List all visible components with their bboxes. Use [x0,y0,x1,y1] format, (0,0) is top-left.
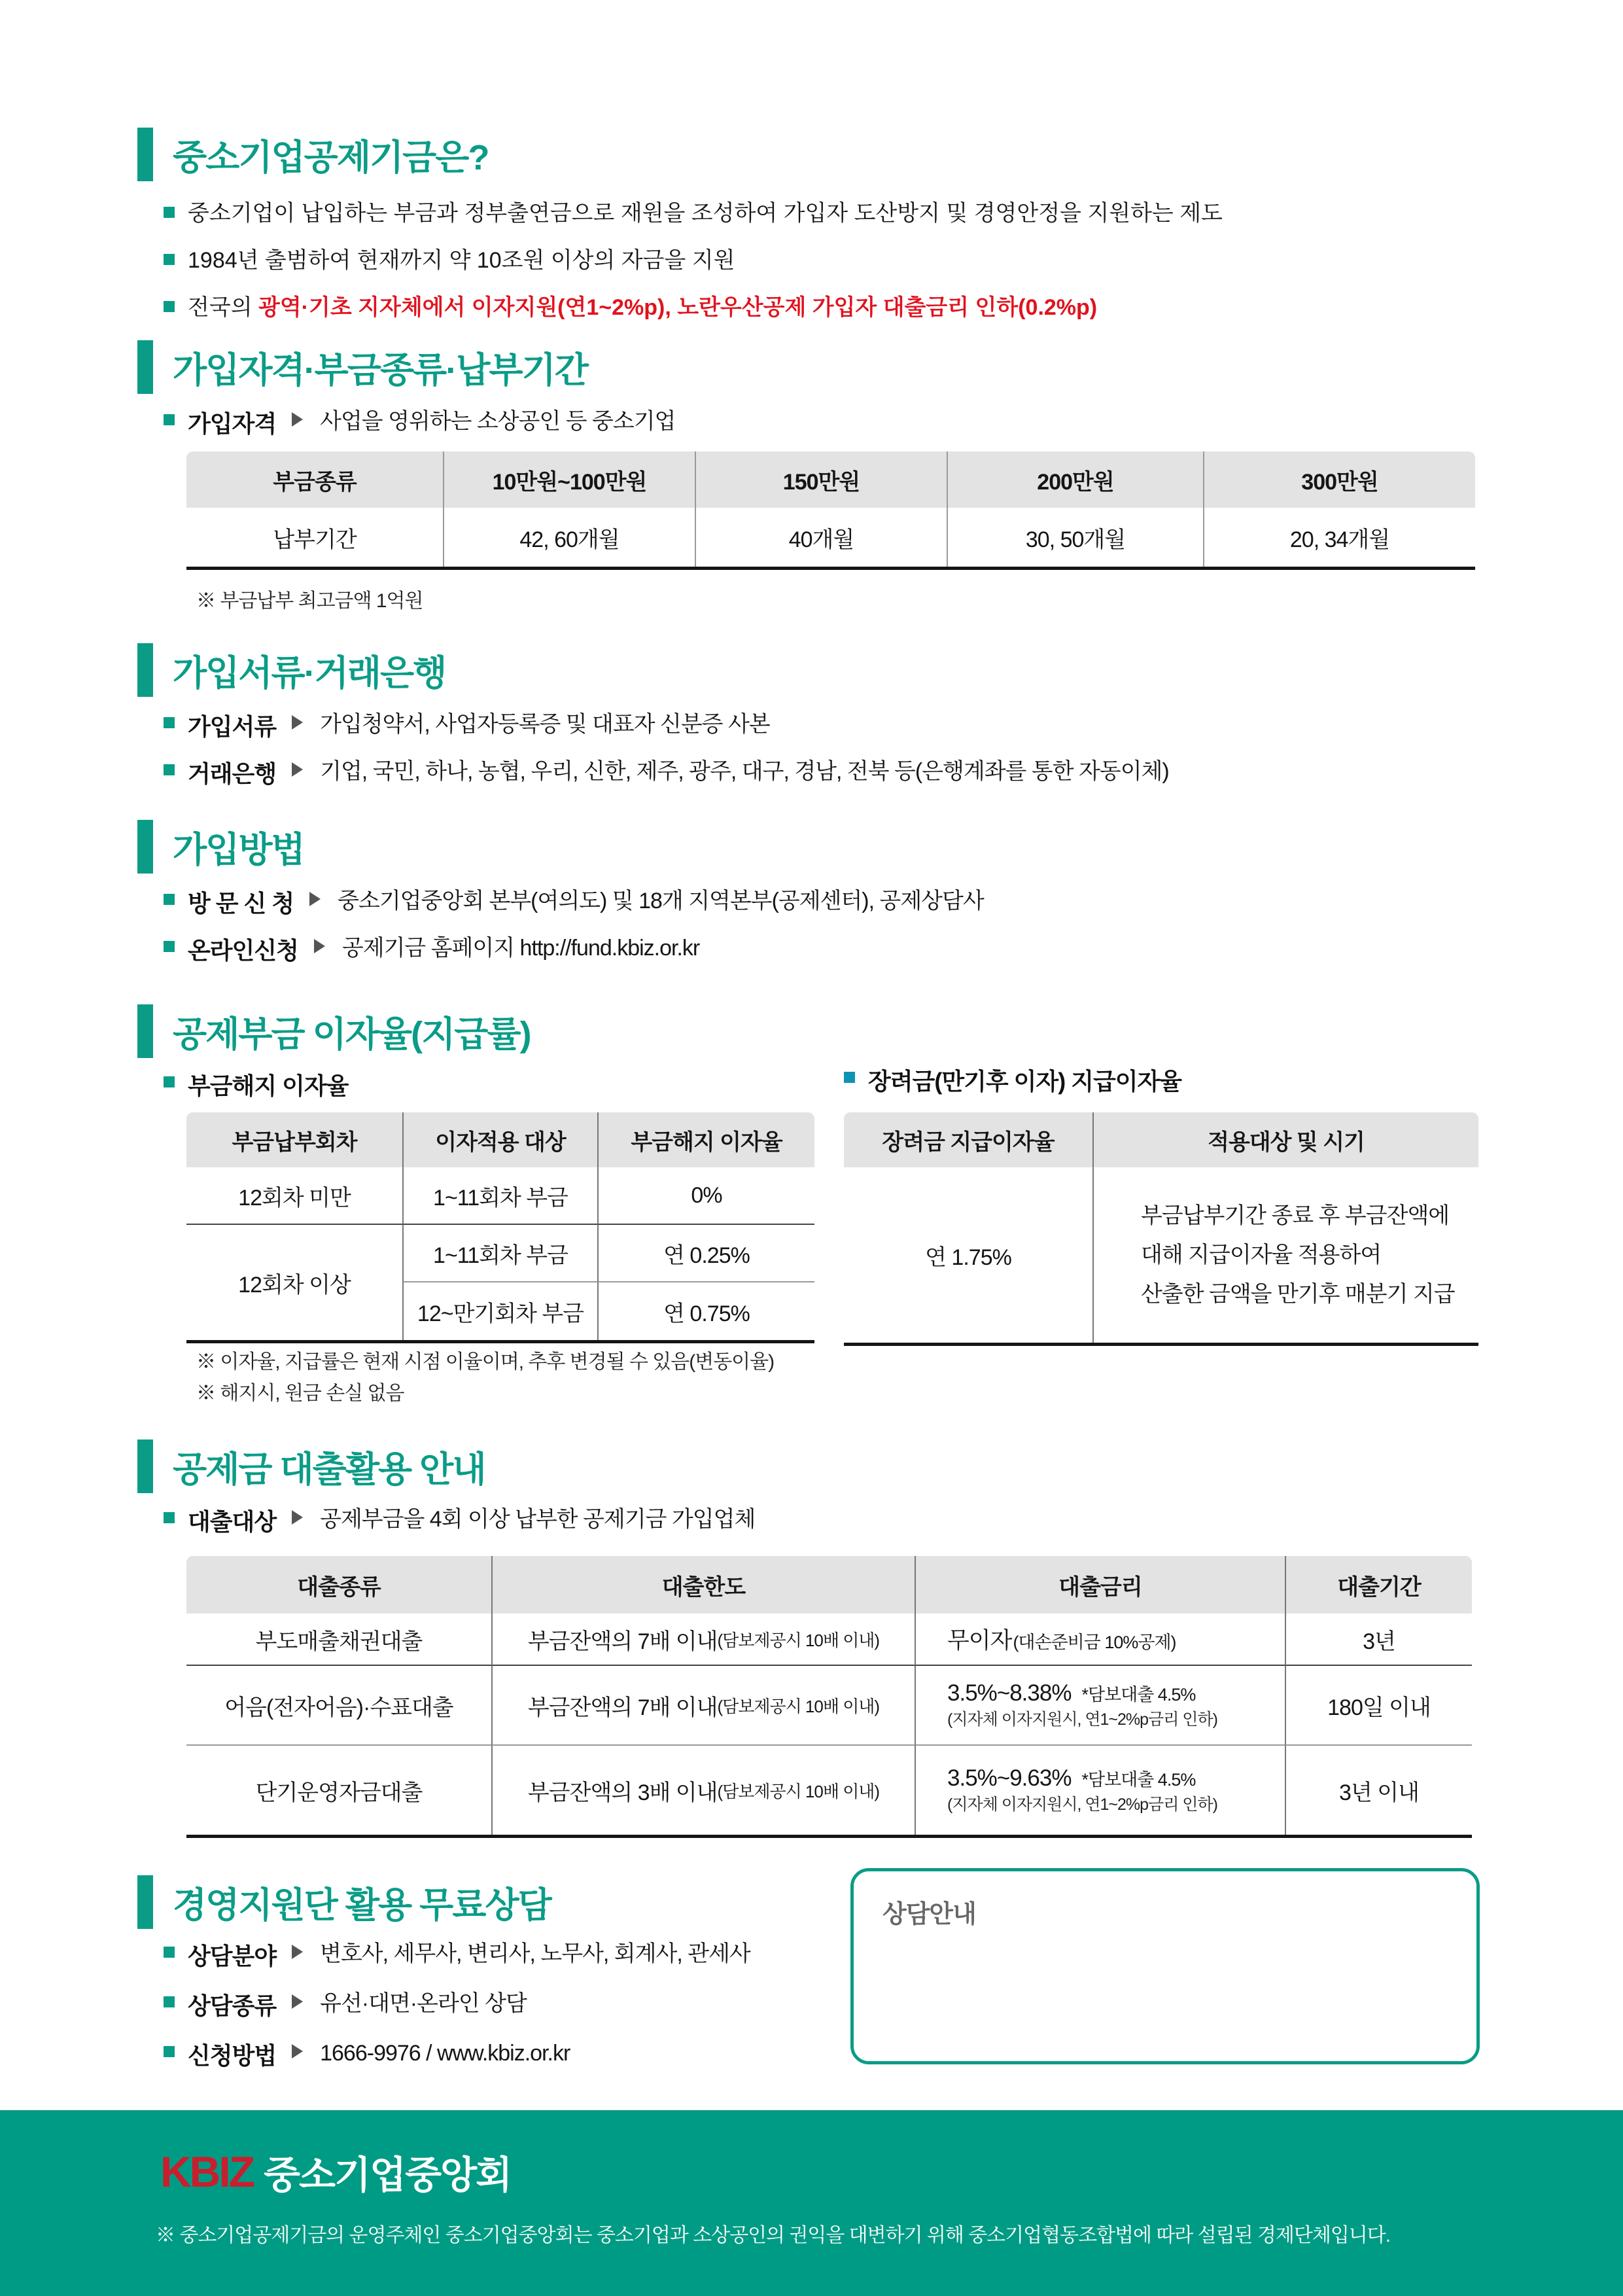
section-free-consult [137,1875,551,1929]
loan-type: 부도매출채권대출 [186,1614,491,1666]
loan-table-header: 대출종류 [186,1556,491,1614]
incentive-rate-value: 연 1.75% [925,1245,1011,1270]
eligibility-row [164,406,675,439]
table-cell: 12회차 미만 [186,1167,402,1225]
section-documents [137,643,445,697]
rate-note-1: ※ 이자율, 지급률은 현재 시점 이율이며, 추후 변경될 수 있음(변동이율) [196,1351,775,1373]
consult-field-row [164,1938,750,1971]
chevron-right-icon [309,892,321,906]
table-cell: 1~11회차 부금 [402,1167,597,1225]
installment-table-header: 200만원 [947,451,1203,508]
kbiz-logo-mark: KBIZ [160,2147,253,2196]
bullet-square-icon [164,764,175,775]
banks-row [164,756,1169,789]
chevron-right-icon [292,715,303,730]
about-bullet-1 [164,198,1223,228]
loan-rate [915,1614,1285,1666]
bullet-square-icon [164,301,175,312]
chevron-right-icon [292,412,303,427]
about-bullet-3-text [188,292,1097,323]
about-bullet-3-highlight: 광역·기초 지자체에서 이자지원(연1~2%p), 노란우산공제 가입자 대출금리 인하(0.2%p) [258,295,1098,320]
bullet-square-icon [164,1996,175,2007]
section-about-title: 중소기업공제기금은? [173,137,489,177]
documents-row [164,709,770,742]
termination-table-header: 부금납부회차 [186,1112,402,1167]
banks-label: 거래은행 [188,760,277,787]
table-cell: 42, 60개월 [443,508,695,567]
bullet-square-icon [164,207,175,218]
bullet-square-icon [164,1512,175,1523]
section-loan-title: 공제금 대출활용 안내 [173,1449,485,1489]
loan-period: 180일 이내 [1285,1666,1472,1746]
visit-apply-row [164,885,984,919]
section-free-consult-title: 경영지원단 활용 무료상담 [173,1885,551,1925]
chevron-right-icon [314,939,325,953]
loan-rate-extra: *담보대출 4.5% [1081,1685,1196,1704]
eligibility-desc: 사업을 영위하는 소상공인 등 중소기업 [320,409,676,434]
bullet-square-icon [164,941,175,952]
loan-table-header: 대출기간 [1285,1556,1472,1614]
title-bar-icon [137,1004,153,1058]
incentive-rate-label: 장려금(만기후 이자) 지급이자율 [868,1068,1182,1095]
table-cell: 20, 34개월 [1203,508,1475,567]
consult-type-desc: 유선·대면·온라인 상담 [320,1991,527,2016]
loan-rate-main: 3.5%~9.63% [947,1765,1072,1791]
termination-table-header: 이자적용 대상 [402,1112,597,1167]
table-cell: 연 0.75% [597,1282,814,1340]
loan-type: 단기운영자금대출 [255,1780,423,1805]
loan-rate-extra: *담보대출 4.5% [1081,1770,1196,1790]
chevron-right-icon [292,1510,303,1525]
visit-apply-desc: 중소기업중앙회 본부(여의도) 및 18개 지역본부(공제센터), 공제상담사 [338,889,984,913]
installment-table [186,451,1475,570]
consult-info-box [850,1868,1480,2064]
banks-desc: 기업, 국민, 하나, 농협, 우리, 신한, 제주, 광주, 대구, 경남, 전북 등(은행계좌를 통한 자동이체) [320,759,1169,784]
section-loan [137,1439,485,1493]
loan-target-row [164,1504,755,1537]
installment-note: ※ 부금납부 최고금액 1억원 [196,590,423,612]
about-bullet-3 [164,292,1097,323]
loan-rate-sub: (지자체 이자지원시, 연1~2%p금리 인하) [947,1795,1217,1814]
loan-limit-small: (담보제공시 10배 이내) [717,1630,880,1650]
section-eligibility-title: 가입자격·부금종류·납부기간 [173,350,587,390]
title-bar-icon [137,1875,153,1929]
loan-limit-main: 부금잔액의 7배 이내 [527,1695,718,1720]
incentive-rate-row [844,1063,1181,1097]
incentive-rate-desc-line: 산출한 금액을 만기후 매분기 지급 [1141,1282,1455,1307]
consult-apply-label: 신청방법 [188,2042,277,2069]
loan-limit [491,1666,915,1746]
loan-period: 3년 이내 [1285,1746,1472,1835]
loan-limit [491,1614,915,1666]
section-join-method [137,820,304,874]
online-apply-row [164,932,699,966]
loan-period: 3년 [1285,1614,1472,1666]
loan-rate [915,1666,1285,1746]
chevron-right-icon [292,1994,303,2009]
consult-info-box-title: 상담안내 [882,1901,976,1928]
loan-type: 어음(전자어음)·수표대출 [186,1666,491,1746]
rate-note-2: ※ 해지시, 원금 손실 없음 [196,1383,404,1404]
eligibility-label: 가입자격 [188,410,277,437]
consult-apply-desc: 1666-9976 / www.kbiz.or.kr [320,2041,570,2066]
loan-table-header: 대출한도 [491,1556,915,1614]
consult-field-desc: 변호사, 세무사, 변리사, 노무사, 회계사, 관세사 [320,1941,750,1966]
loan-limit-main: 부금잔액의 3배 이내 [527,1780,718,1805]
about-bullet-2-text: 1984년 출범하여 현재까지 약 10조원 이상의 자금을 지원 [188,248,735,273]
online-apply-label: 온라인신청 [188,937,298,964]
documents-desc: 가입청약서, 사업자등록증 및 대표자 신분증 사본 [320,712,770,737]
incentive-rate-desc-line: 대해 지급이자율 적용하여 [1141,1243,1382,1267]
bullet-square-icon [164,717,175,728]
bullet-square-icon [164,254,175,265]
installment-table-header: 10만원~100만원 [443,451,695,508]
footer-disclaimer: ※ 중소기업공제기금의 운영주체인 중소기업중앙회는 중소기업과 소상공인의 권익을 대변하기 위해 중소기업협동조합법에 따라 설립된 경제단체입니다. [156,2225,1391,2246]
section-interest-rate [137,1004,531,1058]
termination-rate-label: 부금해지 이자율 [188,1072,349,1099]
kbiz-logo-text: 중소기업중앙회 [263,2154,512,2197]
section-eligibility [137,340,587,394]
table-cell: 30, 50개월 [947,508,1203,567]
chevron-right-icon [292,2044,303,2058]
incentive-rate-desc [1092,1167,1478,1343]
termination-table-header: 부금해지 이자율 [597,1112,814,1167]
incentive-table-header: 장려금 지급이자율 [844,1112,1092,1167]
table-cell: 0% [597,1167,814,1225]
loan-table-header: 대출금리 [915,1556,1285,1614]
table-cell: 납부기간 [273,527,357,552]
table-cell: 12회차 이상 [238,1272,351,1298]
bullet-square-icon [164,1076,175,1087]
incentive-rate-desc-line: 부금납부기간 종료 후 부금잔액에 [1141,1203,1450,1228]
consult-apply-row [164,2038,570,2071]
online-apply-desc: 공제기금 홈페이지 http://fund.kbiz.or.kr [341,936,700,961]
section-join-method-title: 가입방법 [173,830,304,870]
section-interest-rate-title: 공제부금 이자율(지급률) [173,1014,531,1054]
title-bar-icon [137,820,153,874]
documents-label: 가입서류 [188,713,277,740]
bullet-square-icon [844,1072,855,1083]
table-cell: 연 0.25% [597,1225,814,1282]
loan-limit [491,1746,915,1835]
section-documents-title: 가입서류·거래은행 [173,653,446,693]
bullet-square-icon [164,894,175,905]
loan-rate-main: 3.5%~8.38% [947,1680,1072,1706]
installment-table-header: 부금종류 [186,451,443,508]
bullet-square-icon [164,2046,175,2057]
incentive-rate-table [844,1112,1478,1346]
about-bullet-2 [164,245,735,275]
bullet-square-icon [164,414,175,425]
loan-limit-main: 부금잔액의 7배 이내 [527,1629,718,1654]
chevron-right-icon [292,1945,303,1959]
loan-rate-extra: (대손준비금 10%공제) [1013,1633,1176,1652]
loan-rate [915,1746,1285,1835]
termination-rate-row [164,1068,348,1101]
table-cell: 1~11회차 부금 [402,1225,597,1282]
about-bullet-1-text: 중소기업이 납입하는 부금과 정부출연금으로 재원을 조성하여 가입자 도산방지 및 경영안정을 지원하는 제도 [188,201,1223,226]
chevron-right-icon [292,762,303,777]
footer-band [0,2110,1623,2296]
consult-type-label: 상담종류 [188,1992,277,2019]
loan-table [186,1556,1472,1838]
loan-rate-main: 무이자 [947,1628,1012,1653]
title-bar-icon [137,643,153,697]
visit-apply-label: 방 문 신 청 [188,890,294,917]
installment-table-header: 150만원 [695,451,947,508]
title-bar-icon [137,1439,153,1493]
installment-table-header: 300만원 [1203,451,1475,508]
consult-type-row [164,1988,527,2021]
title-bar-icon [137,128,153,181]
loan-limit-small: (담보제공시 10배 이내) [717,1781,880,1801]
title-bar-icon [137,340,153,394]
bullet-square-icon [164,1947,175,1958]
section-about [137,128,488,181]
loan-target-label: 대출대상 [188,1508,277,1535]
loan-target-desc: 공제부금을 4회 이상 납부한 공제기금 가입업체 [320,1507,756,1532]
termination-rate-table [186,1112,814,1343]
table-cell: 40개월 [695,508,947,567]
kbiz-logo [160,2144,511,2199]
loan-limit-small: (담보제공시 10배 이내) [717,1696,880,1716]
loan-rate-sub: (지자체 이자지원시, 연1~2%p금리 인하) [947,1710,1217,1729]
incentive-table-header: 적용대상 및 시기 [1092,1112,1478,1167]
about-bullet-3-prefix: 전국의 [188,295,258,320]
table-cell: 12~만기회차 부금 [402,1282,597,1340]
consult-field-label: 상담분야 [188,1943,277,1969]
